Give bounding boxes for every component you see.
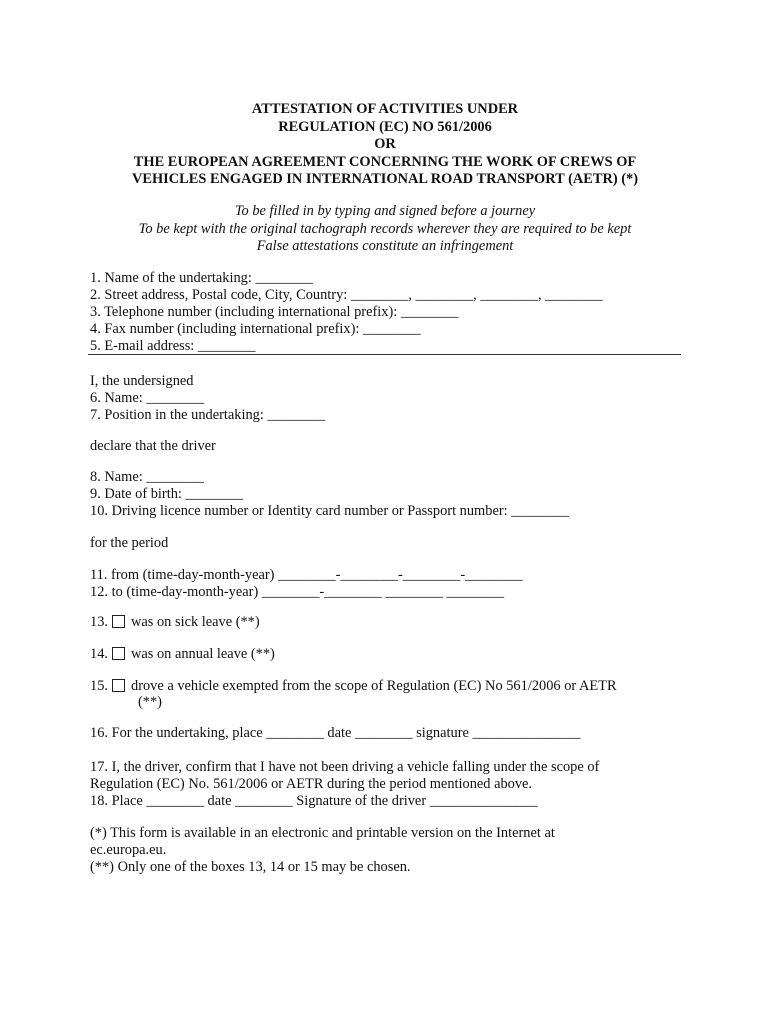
- title-line-2: REGULATION (EC) NO 561/2006: [278, 118, 492, 135]
- field-signer-name[interactable]: 6. Name: ________: [90, 390, 204, 406]
- option-15-label-cont: (**): [138, 694, 162, 710]
- title-line-4: THE EUROPEAN AGREEMENT CONCERNING THE WORK OF CREWS OF: [133, 153, 637, 170]
- title-line-3: OR: [374, 136, 396, 152]
- option-14-row: [90, 646, 275, 663]
- option-14-label: was on annual leave (**): [131, 646, 275, 662]
- option-13-label: was on sick leave (**): [131, 614, 260, 630]
- field-fax[interactable]: 4. Fax number (including international prefix): ________: [90, 321, 421, 337]
- instruction-line-2: To be kept with the original tachograph records wherever they are required to be kept: [138, 220, 632, 237]
- instruction-line-1: To be filled in by typing and signed before a journey: [234, 203, 536, 219]
- footnote-2: (**) Only one of the boxes 13, 14 or 15 may be chosen.: [90, 859, 411, 875]
- undersigned-label: I, the undersigned: [90, 373, 194, 389]
- title-line-5: VEHICLES ENGAGED IN INTERNATIONAL ROAD TRANSPORT (AETR) (*): [131, 171, 639, 187]
- field-driver-signature[interactable]: 18. Place ________ date ________ Signature of the driver _______________: [90, 793, 538, 809]
- field-undertaking-name[interactable]: 1. Name of the undertaking: ________: [90, 270, 314, 286]
- field-period-to[interactable]: 12. to (time-day-month-year) ________-________ ________ ________: [90, 584, 505, 600]
- footnote-1-line-2: ec.europa.eu.: [90, 842, 167, 858]
- field-signer-position[interactable]: 7. Position in the undertaking: ________: [90, 407, 326, 423]
- section-divider: [88, 354, 681, 355]
- field-driver-licence[interactable]: 10. Driving licence number or Identity card number or Passport number: ________: [90, 503, 569, 519]
- field-email[interactable]: 5. E-mail address: ________: [90, 338, 256, 354]
- footnote-1-line-1: (*) This form is available in an electronic and printable version on the Internet at: [90, 825, 555, 841]
- declare-driver-label: declare that the driver: [90, 438, 216, 454]
- option-13-number: 13.: [90, 614, 108, 630]
- field-street-address[interactable]: 2. Street address, Postal code, City, Country: ________, ________, ________, ________: [90, 287, 603, 303]
- sick-leave-checkbox[interactable]: [112, 615, 125, 628]
- option-15-number: 15.: [90, 678, 108, 694]
- option-15-row: [90, 678, 617, 695]
- option-14-number: 14.: [90, 646, 108, 662]
- title-line-1: ATTESTATION OF ACTIVITIES UNDER: [251, 101, 519, 117]
- form-instructions: [60, 203, 710, 256]
- period-label: for the period: [90, 535, 169, 551]
- field-telephone[interactable]: 3. Telephone number (including international prefix): ________: [90, 304, 459, 320]
- exempted-vehicle-checkbox[interactable]: [112, 679, 125, 692]
- annual-leave-checkbox[interactable]: [112, 647, 125, 660]
- field-period-from[interactable]: 11. from (time-day-month-year) ________-________-________-________: [90, 567, 523, 583]
- form-title: [60, 101, 710, 189]
- instruction-line-3: False attestations constitute an infringement: [256, 238, 514, 254]
- field-driver-birthdate[interactable]: 9. Date of birth: ________: [90, 486, 244, 502]
- option-13-row: [90, 614, 260, 631]
- option-15-label: drove a vehicle exempted from the scope of Regulation (EC) No 561/2006 or AETR: [131, 678, 617, 694]
- field-driver-name[interactable]: 8. Name: ________: [90, 469, 204, 485]
- driver-confirm-line-1: 17. I, the driver, confirm that I have not been driving a vehicle falling under the scope of: [90, 759, 600, 775]
- field-undertaking-signature[interactable]: 16. For the undertaking, place ________ date ________ signature _______________: [90, 725, 581, 741]
- driver-confirm-line-2: Regulation (EC) No. 561/2006 or AETR during the period mentioned above.: [90, 776, 533, 792]
